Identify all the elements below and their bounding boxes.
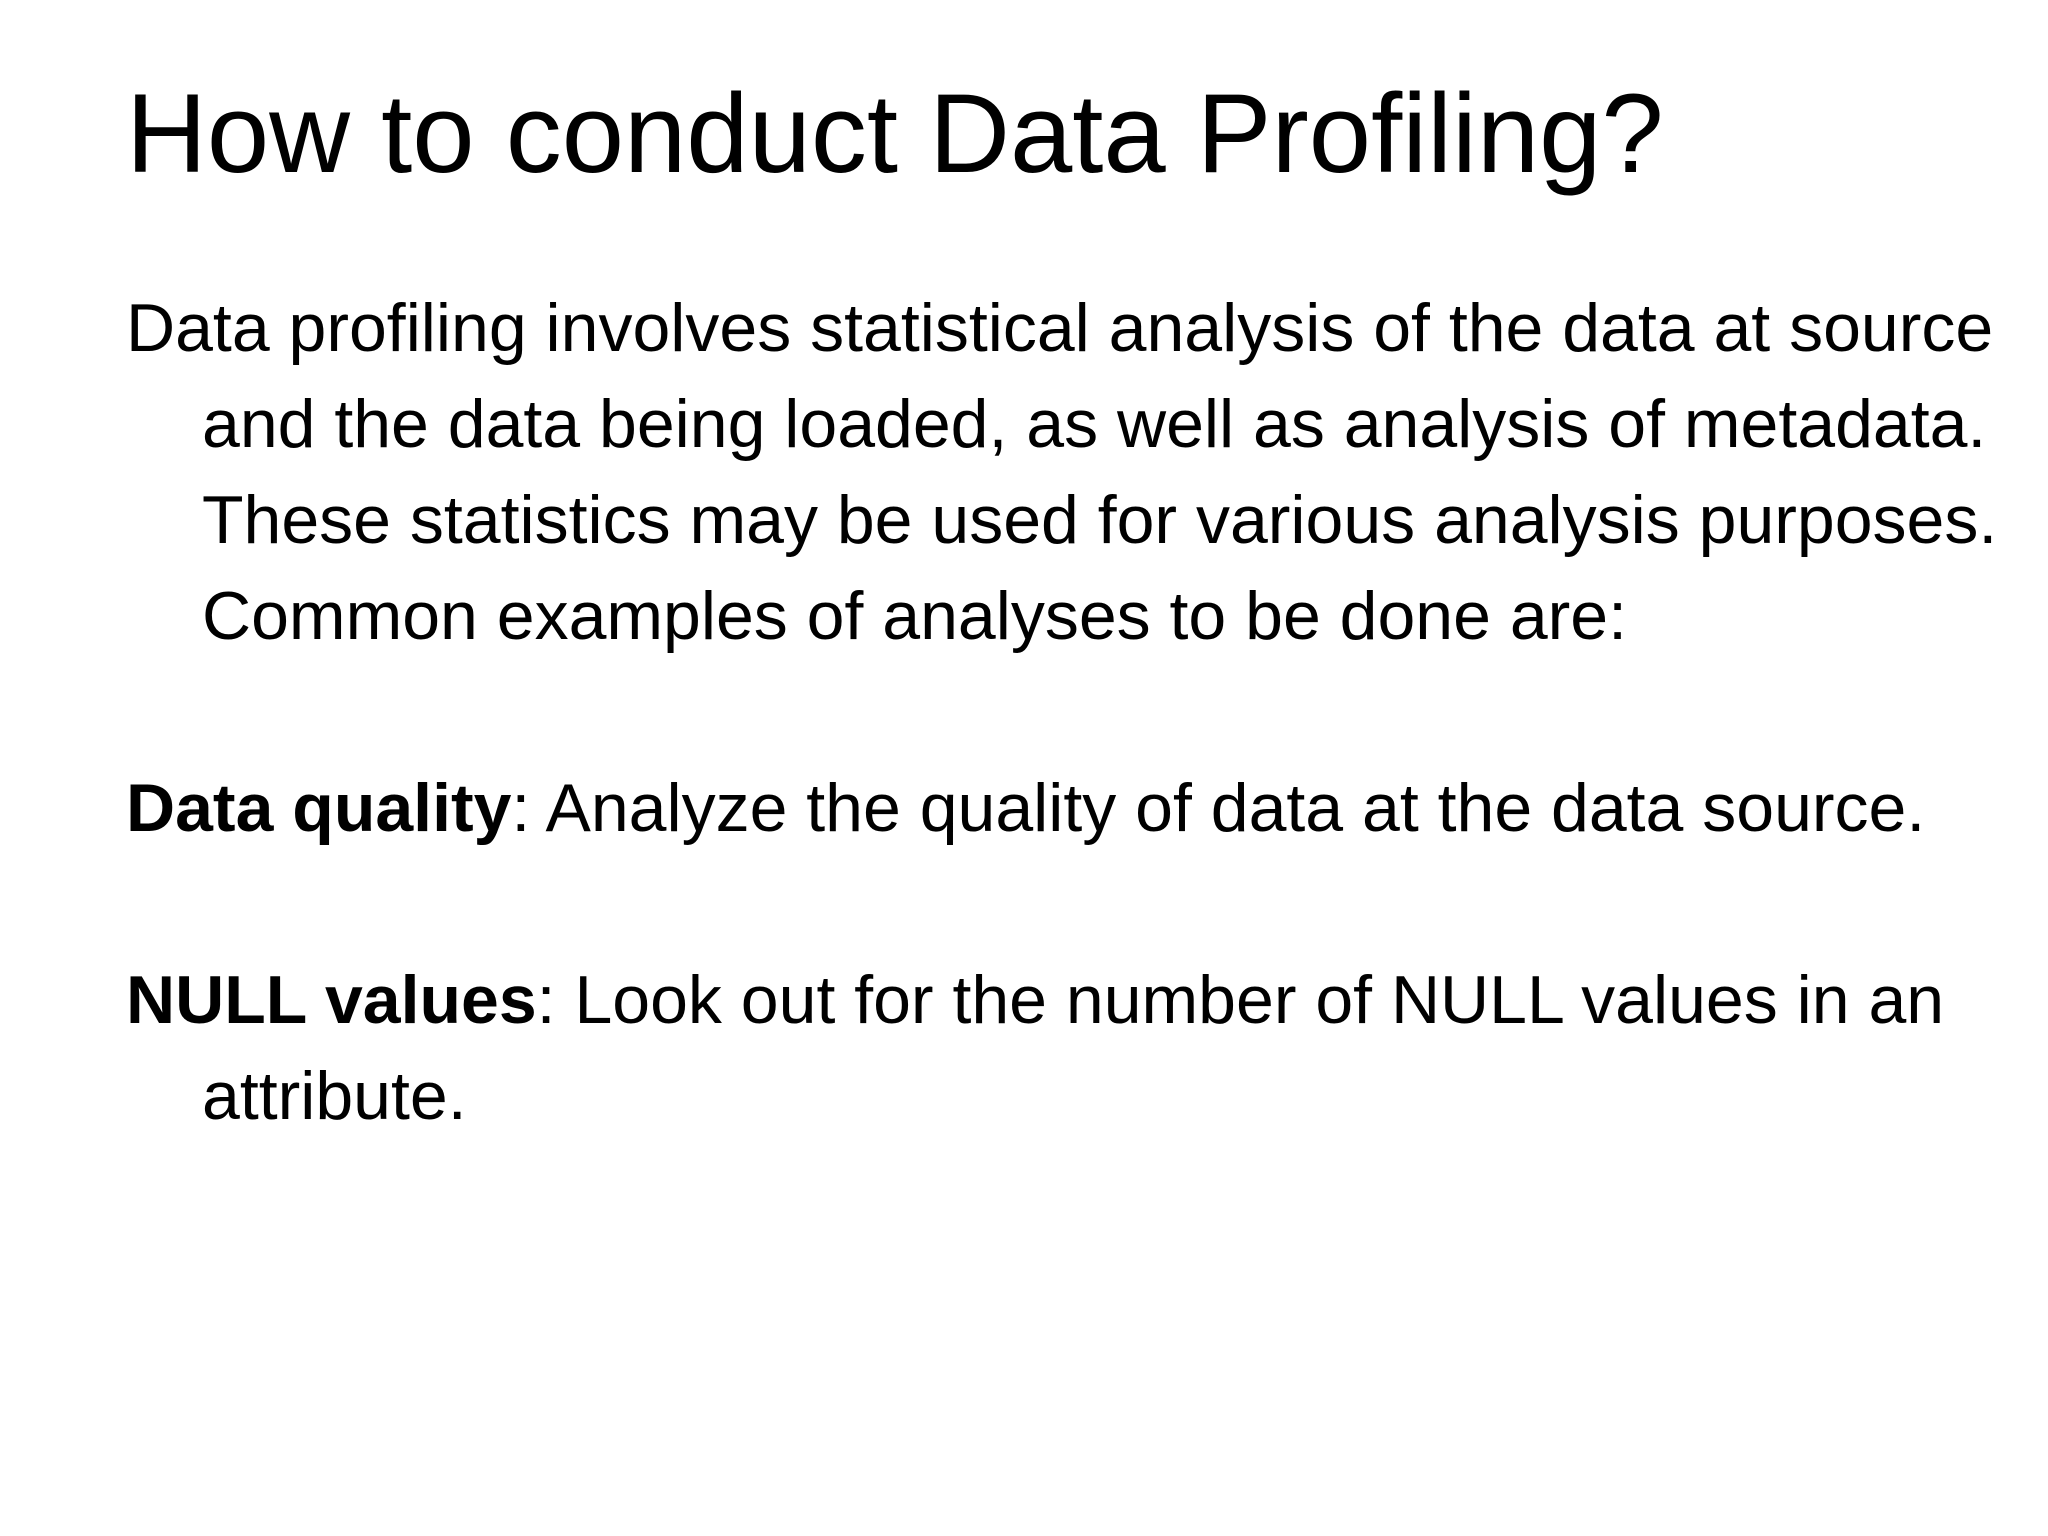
paragraph-spacer (126, 664, 2016, 760)
item-description: Analyze the quality of data at the data source. (530, 770, 1926, 846)
intro-paragraph: Data profiling involves statistical analysis of the data at source and the data being loaded, as well as analysis of metadata. These statistics may be used for various analysis purposes. Common examples of analyses to be done are: (126, 290, 1998, 654)
item-term: Data quality (126, 770, 512, 846)
slide-title: How to conduct Data Profiling? (126, 71, 1664, 196)
slide-body (126, 280, 2016, 1144)
paragraph-spacer (126, 856, 2016, 952)
item-data-quality (126, 760, 2016, 856)
item-separator: : (511, 770, 531, 846)
item-null-values (126, 952, 2016, 1144)
item-term: NULL values (126, 962, 537, 1038)
item-separator: : (536, 962, 556, 1038)
item-description: Look out for the number of NULL values in an attribute. (202, 962, 1945, 1134)
